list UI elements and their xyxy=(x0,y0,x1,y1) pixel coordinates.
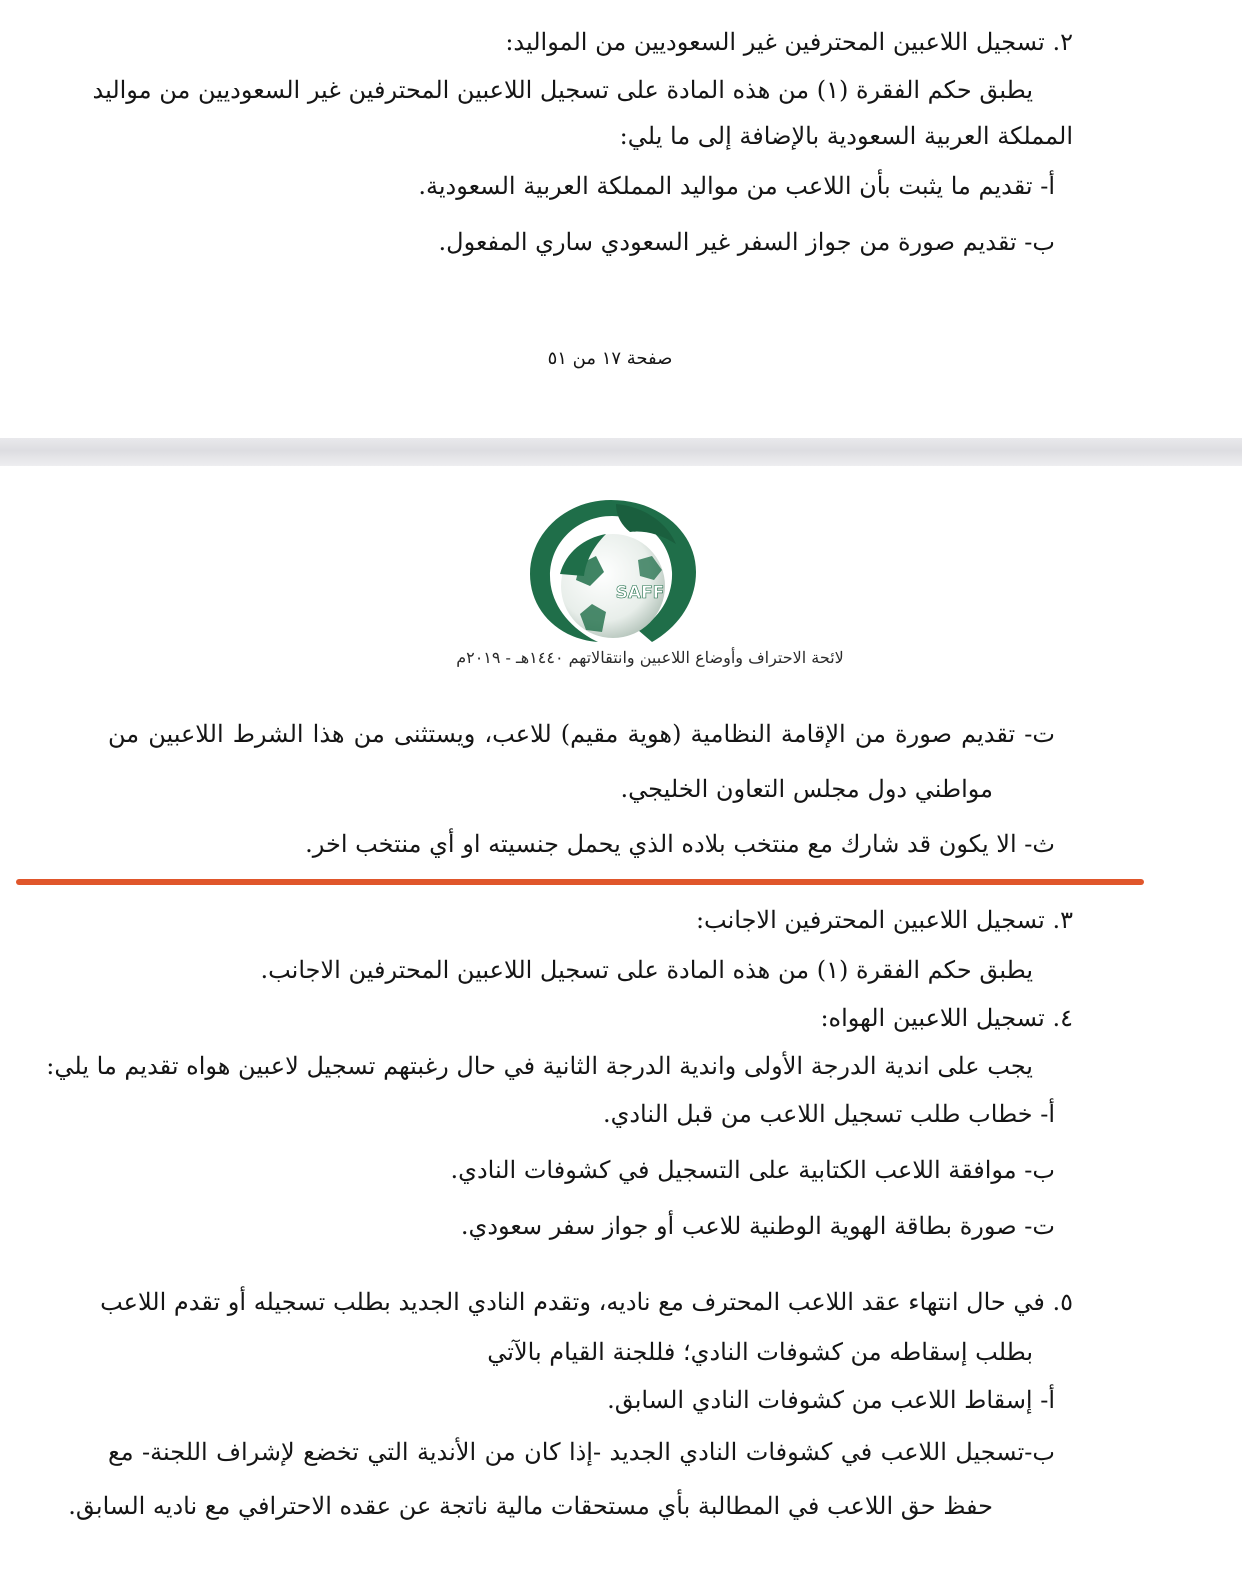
saff-logo-text: SAFF xyxy=(615,583,665,603)
item-2-paragraph-line-1: يطبق حكم الفقرة (١) من هذه المادة على تسجيل اللاعبين المحترفين غير السعوديين من مواليد xyxy=(92,76,1033,104)
item-5-subitem-b-line-1: ب-تسجيل اللاعب في كشوفات النادي الجديد -إذا كان من الأندية التي تخضع لإشراف اللجنة- مع xyxy=(108,1438,1055,1466)
item-5-subitem-a: أ- إسقاط اللاعب من كشوفات النادي السابق. xyxy=(607,1386,1055,1414)
item-5-subitem-b-line-2: حفظ حق اللاعب في المطالبة بأي مستحقات مالية ناتجة عن عقده الاحترافي مع ناديه السابق. xyxy=(68,1492,993,1520)
item-2-subitem-c-line-2: مواطني دول مجلس التعاون الخليجي. xyxy=(620,775,993,803)
document-page-top xyxy=(0,0,1242,438)
item-4-subitem-b: ب- موافقة اللاعب الكتابية على التسجيل في كشوفات النادي. xyxy=(450,1156,1055,1184)
item-5-line-1: ٥. في حال انتهاء عقد اللاعب المحترف مع ناديه، وتقدم النادي الجديد بطلب تسجيله أو تقدم اللاعب xyxy=(100,1288,1073,1316)
page-separator xyxy=(0,438,1242,466)
item-2-subitem-b: ب- تقديم صورة من جواز السفر غير السعودي ساري المفعول. xyxy=(438,228,1055,256)
item-2-subitem-d: ث- الا يكون قد شارك مع منتخب بلاده الذي يحمل جنسيته او أي منتخب اخر. xyxy=(305,830,1055,858)
item-3-paragraph: يطبق حكم الفقرة (١) من هذه المادة على تسجيل اللاعبين المحترفين الاجانب. xyxy=(260,956,1033,984)
item-4-subitem-c: ت- صورة بطاقة الهوية الوطنية للاعب أو جواز سفر سعودي. xyxy=(460,1212,1055,1240)
saff-logo-icon xyxy=(520,494,702,644)
item-4-title: ٤. تسجيل اللاعبين الهواه: xyxy=(820,1004,1073,1032)
document-header-caption: لائحة الاحتراف وأوضاع اللاعبين وانتقالاتهم ١٤٤٠هـ - ٢٠١٩م xyxy=(456,648,844,667)
item-4-paragraph: يجب على اندية الدرجة الأولى واندية الدرجة الثانية في حال رغبتهم تسجيل لاعبين هواه تقديم ما يلي: xyxy=(46,1052,1033,1080)
item-5-line-2: بطلب إسقاطه من كشوفات النادي؛ فللجنة القيام بالآتي xyxy=(487,1338,1033,1366)
item-2-title: ٢. تسجيل اللاعبين المحترفين غير السعوديين من المواليد: xyxy=(505,28,1073,56)
item-3-title: ٣. تسجيل اللاعبين المحترفين الاجانب: xyxy=(695,906,1073,934)
orange-divider-line xyxy=(16,879,1144,885)
item-2-subitem-a: أ- تقديم ما يثبت بأن اللاعب من مواليد المملكة العربية السعودية. xyxy=(418,172,1055,200)
item-4-subitem-a: أ- خطاب طلب تسجيل اللاعب من قبل النادي. xyxy=(602,1100,1055,1128)
page-number-footer: صفحة ١٧ من ٥١ xyxy=(547,348,673,369)
item-2-subitem-c-line-1: ت- تقديم صورة من الإقامة النظامية (هوية مقيم) للاعب، ويستثنى من هذا الشرط اللاعبين من xyxy=(108,720,1055,748)
item-2-paragraph-line-2: المملكة العربية السعودية بالإضافة إلى ما يلي: xyxy=(619,122,1073,150)
